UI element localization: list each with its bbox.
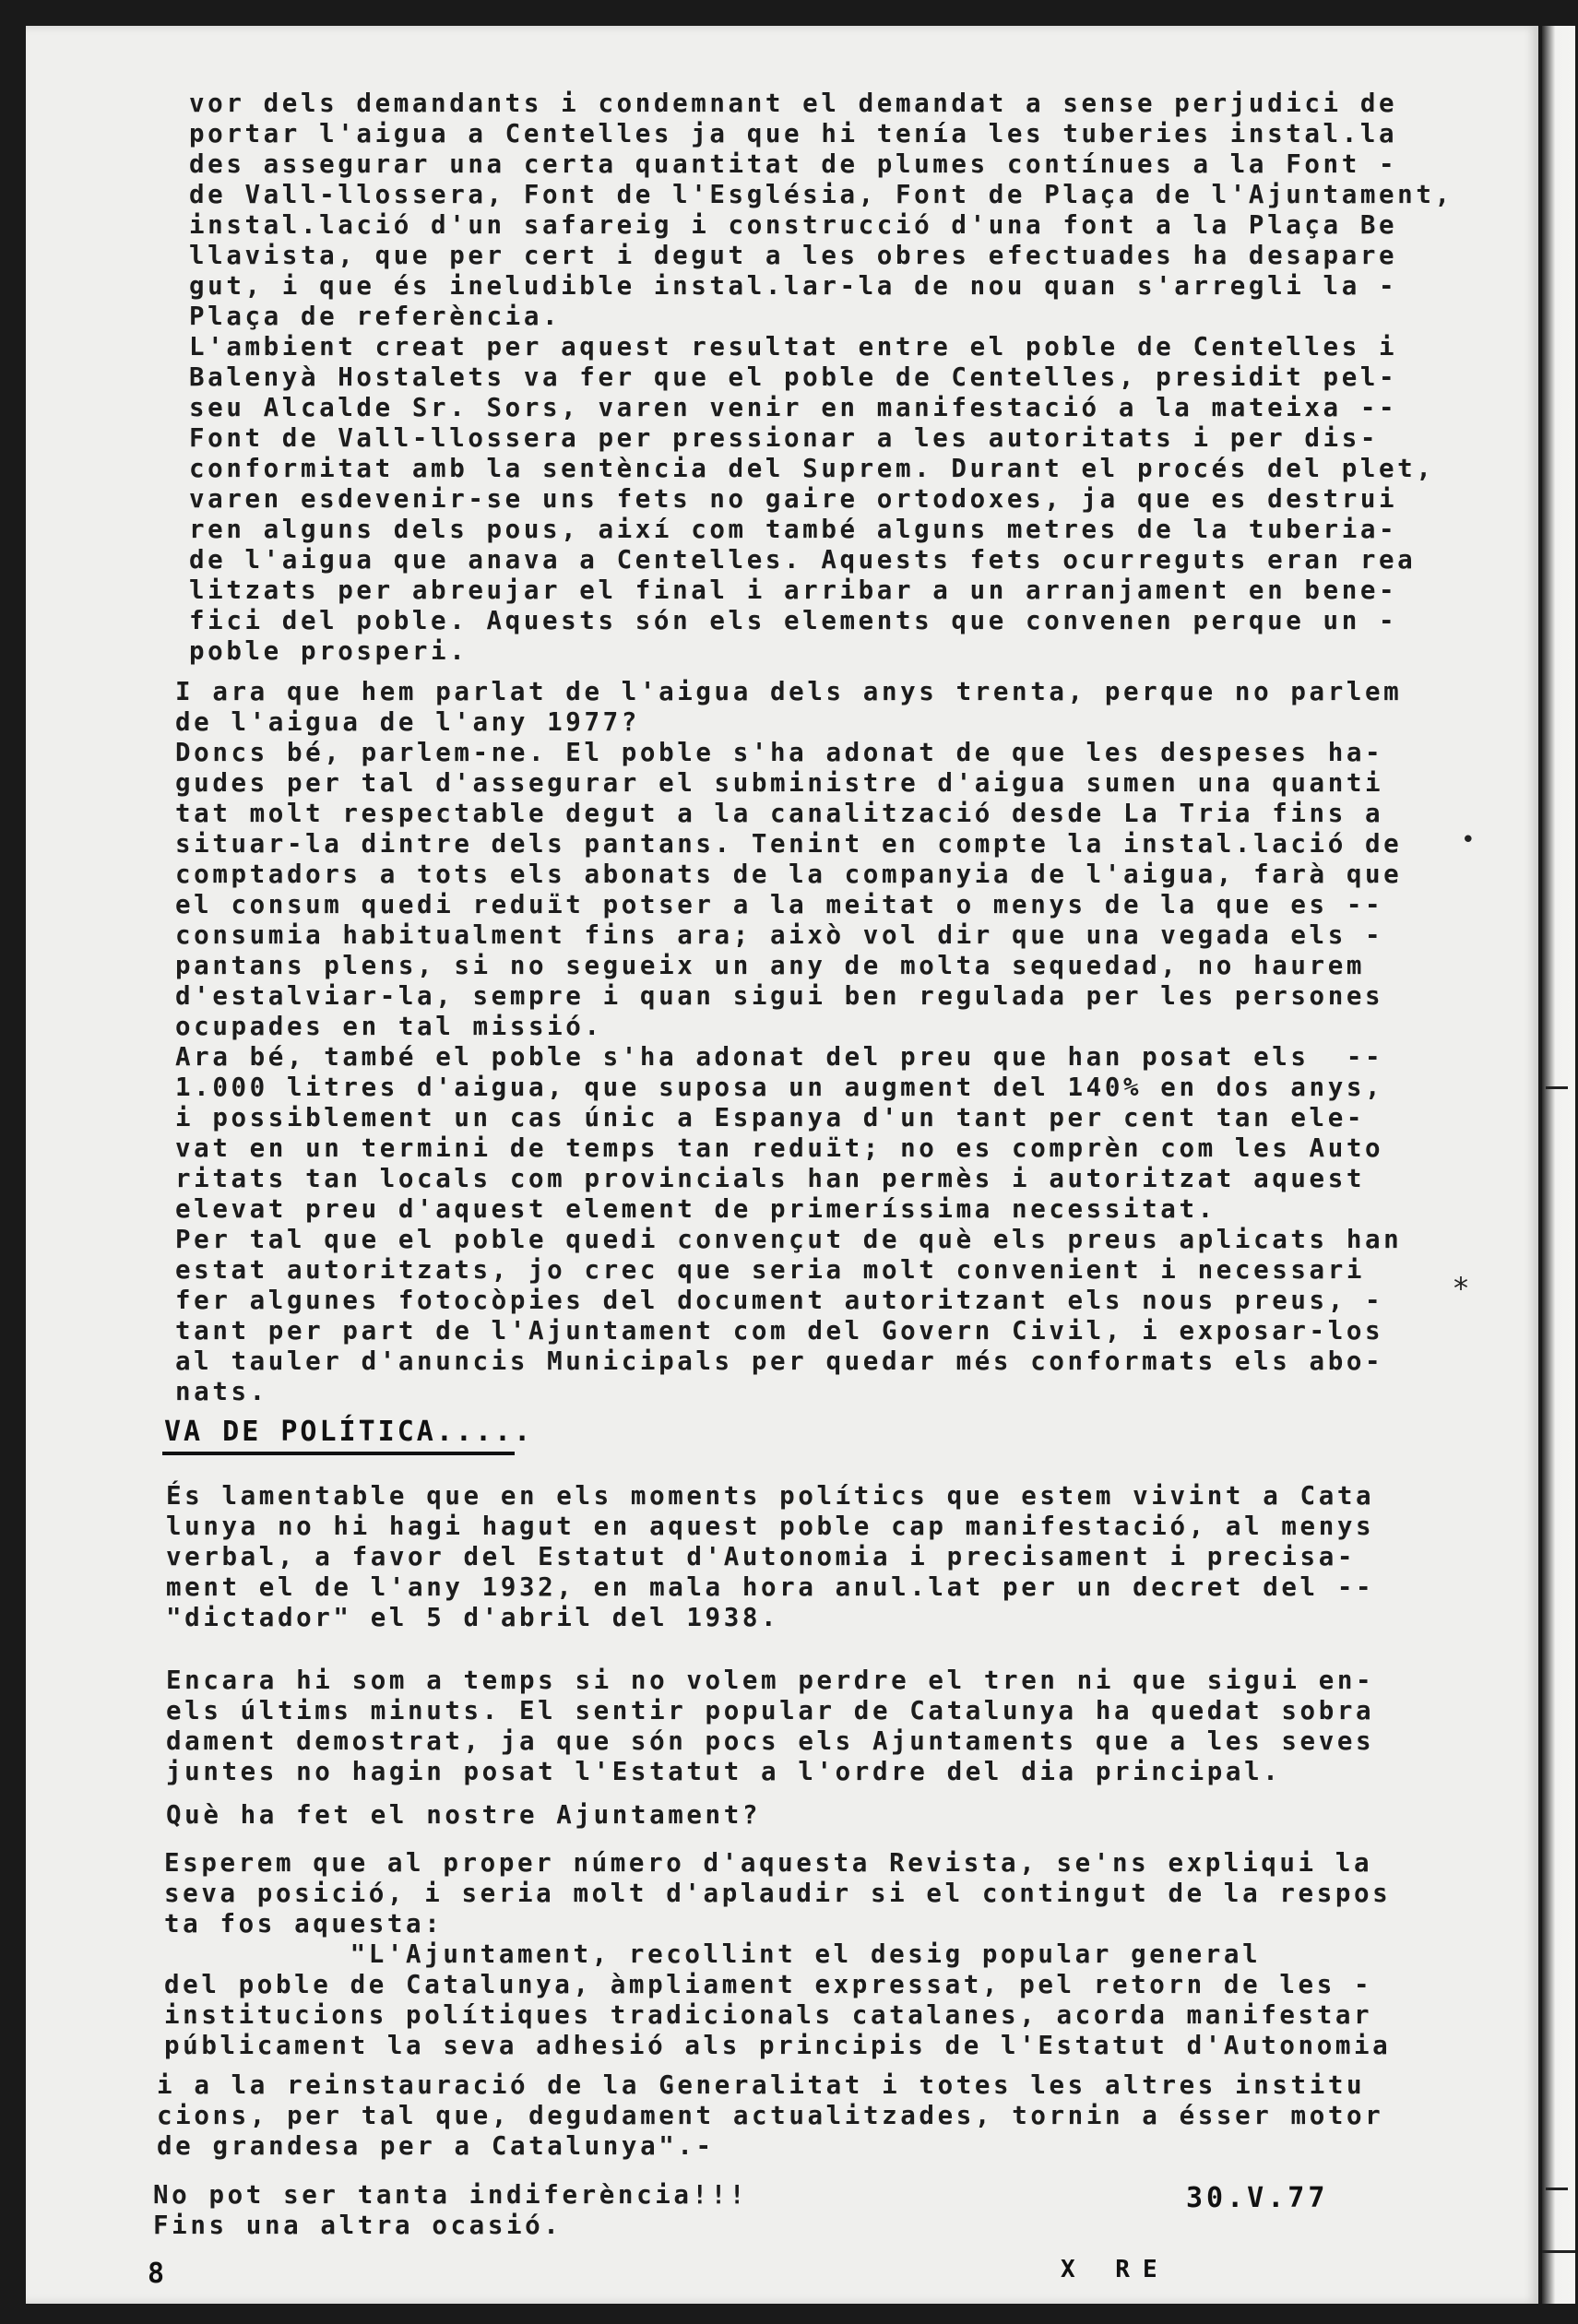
text-line: Doncs bé, parlem-ne. El poble s'ha adonat de que les despeses ha- — [175, 738, 1384, 767]
text-line: de l'aigua de l'any 1977? — [175, 707, 640, 737]
text-line: comptadors a tots els abonats de la companyia de l'aigua, farà que — [175, 860, 1403, 889]
text-line: elevat preu d'aquest element de primeríssima necessitat. — [175, 1194, 1216, 1224]
text-line: consumia habitualment fins ara; això vol dir que una vegada els - — [175, 920, 1384, 950]
text-line: portar l'aigua a Centelles ja que hi tenía les tuberies instal.la — [189, 119, 1398, 148]
text-line: instal.lació d'un safareig i construcció d'una font a la Plaça Be — [189, 210, 1398, 240]
text-line: nats. — [175, 1377, 268, 1406]
text-line: litzats per abreujar el final i arribar a un arranjament en bene- — [189, 575, 1398, 605]
paragraph — [166, 1800, 761, 1831]
text-line: gut, i que és ineludible instal.lar-la de nou quan s'arregli la - — [189, 271, 1398, 301]
text-line: i a la reinstauració de la Generalitat i totes les altres institu — [157, 2070, 1366, 2100]
text-line: Què ha fet el nostre Ajuntament? — [166, 1800, 762, 1830]
text-line: de Vall-llossera, Font de l'Església, Font de Plaça de l'Ajuntament, — [189, 180, 1453, 209]
text-line: fer algunes fotocòpies del document autoritzant els nous preus, - — [175, 1286, 1384, 1315]
section-heading: VA DE POLÍTICA..... — [164, 1416, 534, 1448]
text-line: Plaça de referència. — [189, 302, 562, 331]
text-line: estat autoritzats, jo crec que seria molt convenient i necessari — [175, 1255, 1366, 1285]
edge-tick — [1542, 2250, 1575, 2253]
paragraph — [164, 1848, 1391, 2061]
text-line: i possiblement un cas únic a Espanya d'un tant per cent tan ele- — [175, 1103, 1366, 1132]
ink-speck: • — [1461, 826, 1476, 854]
text-line: poble prosperi. — [189, 636, 469, 666]
edge-tick — [1546, 1086, 1568, 1089]
text-line: d'estalviar-la, sempre i quan sigui ben regulada per les persones — [175, 981, 1384, 1011]
text-line: fici del poble. Aquests són els elements que convenen perque un - — [189, 606, 1398, 635]
text-line: des assegurar una certa quantitat de plumes contínues a la Font - — [189, 149, 1398, 179]
text-line: Per tal que el poble quedi convençut de què els preus aplicats han — [175, 1225, 1403, 1254]
text-line: No pot ser tanta indiferència!!! — [153, 2180, 749, 2210]
paragraph — [189, 89, 1453, 667]
text-line: És lamentable que en els moments polítics que estem vivint a Cata — [166, 1481, 1375, 1511]
text-line: seva posició, i seria molt d'aplaudir si el contingut de la respos — [164, 1879, 1392, 1908]
text-line: L'ambient creat per aquest resultat entre el poble de Centelles i — [189, 332, 1398, 362]
text-line: lunya no hi hagi hagut en aquest poble cap manifestació, al menys — [166, 1512, 1375, 1541]
text-line: al tauler d'anuncis Municipals per quedar més conformats els abo- — [175, 1346, 1384, 1376]
text-line: ocupades en tal missió. — [175, 1012, 603, 1041]
text-line: gudes per tal d'assegurar el subministre d'aigua sumen una quanti — [175, 768, 1384, 798]
text-line: vor dels demandants i condemnant el demandat a sense perjudici de — [189, 89, 1398, 118]
text-line: Ara bé, també el poble s'ha adonat del preu que han posat els -- — [175, 1042, 1384, 1072]
text-line: pantans plens, si no segueix un any de molta sequedad, no haurem — [175, 951, 1366, 980]
text-line: varen esdevenir-se uns fets no gaire ortodoxes, ja que es destrui — [189, 484, 1398, 514]
text-line: Encara hi som a temps si no volem perdre el tren ni que sigui en- — [166, 1666, 1375, 1695]
paragraph — [175, 677, 1402, 1407]
adjacent-page-edge — [1542, 26, 1575, 2304]
text-line: conformitat amb la sentència del Suprem. Durant el procés del plet, — [189, 454, 1435, 483]
paragraph — [166, 1481, 1374, 1633]
text-line: de l'aigua que anava a Centelles. Aquests fets ocurreguts eran rea — [189, 545, 1417, 575]
text-line: vat en un termini de temps tan reduït; no es comprèn com les Auto — [175, 1133, 1384, 1163]
paragraph — [153, 2180, 748, 2241]
text-line: públicament la seva adhesió als principis de l'Estatut d'Autonomia — [164, 2031, 1392, 2060]
page-number: 8 — [148, 2258, 165, 2290]
text-line: de grandesa per a Catalunya".- — [157, 2131, 715, 2161]
text-line: ta fos aquesta: — [164, 1909, 444, 1939]
text-line: Fins una altra ocasió. — [153, 2211, 563, 2240]
text-line: llavista, que per cert i degut a les obres efectuades ha desapare — [189, 241, 1398, 270]
text-line: els últims minuts. El sentir popular de Catalunya ha quedat sobra — [166, 1696, 1375, 1725]
text-line: "dictador" el 5 d'abril del 1938. — [166, 1603, 780, 1632]
text-line: Font de Vall-llossera per pressionar a les autoritats i per dis- — [189, 423, 1380, 453]
text-line: ment el de l'any 1932, en mala hora anul.lat per un decret del -- — [166, 1572, 1375, 1602]
text-line: Esperem que al proper número d'aquesta Revista, se'ns expliqui la — [164, 1848, 1373, 1878]
text-line: seu Alcalde Sr. Sors, varen venir en manifestació a la mateixa -- — [189, 393, 1398, 422]
text-line: juntes no hagin posat l'Estatut a l'ordre del dia principal. — [166, 1757, 1282, 1786]
text-line: I ara que hem parlat de l'aigua dels anys trenta, perque no parlem — [175, 677, 1403, 706]
text-line: 1.000 litres d'aigua, que suposa un augment del 140% en dos anys, — [175, 1073, 1384, 1102]
text-line: tat molt respectable degut a la canalització desde La Tria fins a — [175, 799, 1384, 828]
text-line: dament demostrat, ja que són pocs els Ajuntaments que a les seves — [166, 1726, 1375, 1756]
text-line: el consum quedi reduït potser a la meitat o menys de la que es -- — [175, 890, 1384, 919]
heading-underline — [162, 1452, 515, 1455]
text-line: Balenyà Hostalets va fer que el poble de Centelles, presidit pel- — [189, 362, 1398, 392]
paragraph — [166, 1666, 1374, 1787]
ink-speck: ⁎ — [1453, 1262, 1468, 1297]
text-line: ritats tan locals com provincials han permès i autoritzat aquest — [175, 1164, 1366, 1193]
text-line: institucions polítiques tradicionals catalanes, acorda manifestar — [164, 2000, 1373, 2030]
text-line: del poble de Catalunya, àmpliament expressat, pel retorn de les - — [164, 1970, 1373, 1999]
text-line: ren alguns dels pous, així com també alguns metres de la tuberia- — [189, 515, 1398, 544]
text-line: situar-la dintre dels pantans. Tenint en compte la instal.lació de — [175, 829, 1403, 859]
text-line: verbal, a favor del Estatut d'Autonomia i precisament i precisa- — [166, 1542, 1357, 1571]
text-line: "L'Ajuntament, recollint el desig popular general — [164, 1939, 1262, 1969]
text-line: cions, per tal que, degudament actualitzades, tornin a ésser motor — [157, 2101, 1384, 2130]
footer-mark: X RE — [1061, 2256, 1170, 2283]
edge-tick — [1546, 2188, 1568, 2190]
text-line: tant per part de l'Ajuntament com del Govern Civil, i exposar-los — [175, 1316, 1384, 1346]
paragraph — [157, 2070, 1383, 2162]
date-stamp: 30.V.77 — [1186, 2182, 1329, 2214]
